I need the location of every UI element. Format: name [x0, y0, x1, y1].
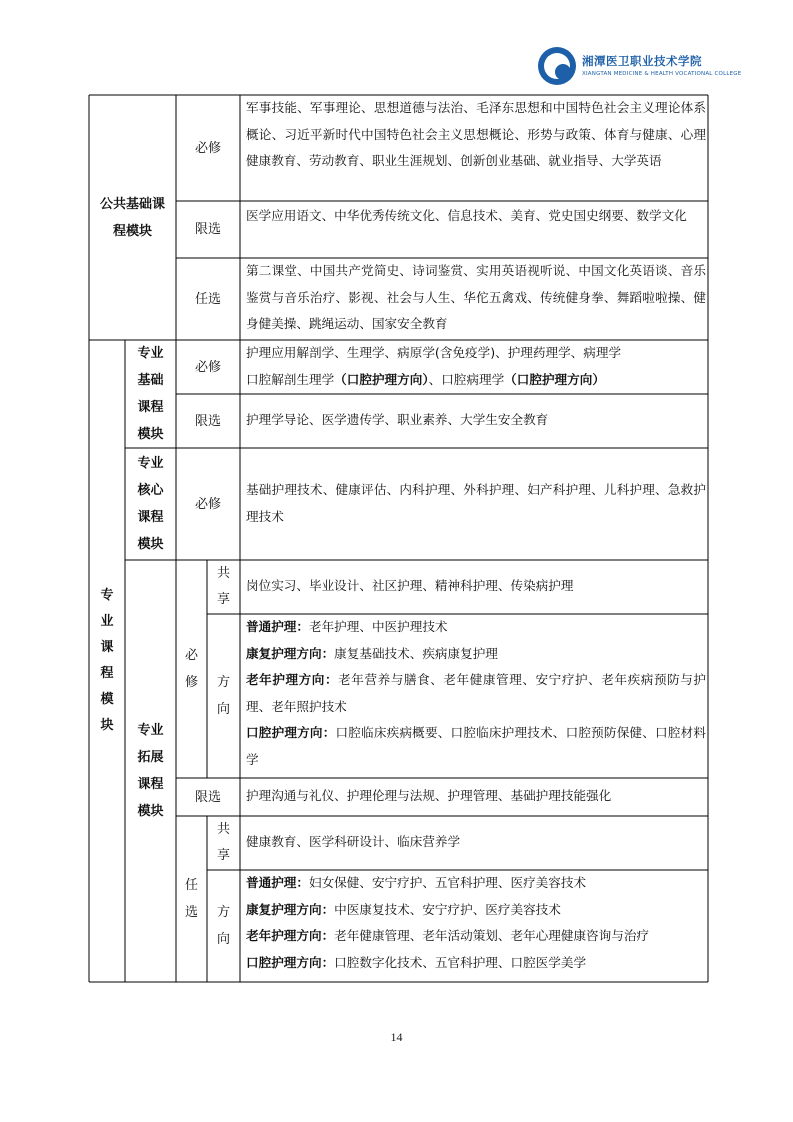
- direction-label-char: 向: [216, 932, 230, 947]
- expand-elective-label: [176, 816, 207, 982]
- expand-required-direction-label: [207, 614, 240, 778]
- course-name: 、口腔病理学: [428, 371, 505, 387]
- direction-courses: 口腔临床疾病概要、口腔临床护理技术、口腔预防保健、口腔材料学: [246, 725, 707, 767]
- expand-title-line: 课程: [137, 777, 164, 792]
- elective-label-char: 选: [184, 905, 198, 920]
- direction-name: 老年护理方向：: [246, 928, 335, 943]
- expand-elective-shared-courses: 健康教育、医学科研设计、临床营养学: [246, 834, 461, 849]
- core-module-title: [125, 448, 176, 560]
- public-elective-courses: 第二课堂、中国共产党简史、诗词鉴赏、实用英语视听说、中国文化英语谈、音乐鉴赏与音乐治疗、影视、社会与人生、华佗五禽戏、传统健身拳、舞蹈啦啦操、健身健美操、跳绳运动、国家安全教育: [246, 263, 706, 331]
- school-name-en: XIANGTAN MEDICINE & HEALTH VOCATIONAL COLLEGE: [582, 71, 742, 77]
- professional-title-char: 课: [100, 640, 114, 655]
- shared-label-char: 享: [216, 848, 230, 863]
- professional-module-title: [89, 340, 125, 982]
- direction-item-general: [246, 614, 706, 641]
- core-required-label: 必修: [194, 496, 221, 512]
- public-limited-label: 限选: [194, 222, 221, 237]
- direction-note: （口腔护理方向）: [504, 371, 605, 387]
- direction-name: 康复护理方向：: [246, 901, 335, 917]
- core-title-line: 模块: [137, 537, 164, 552]
- expand-title-line: 专业: [137, 723, 164, 738]
- direction-name: 老年护理方向：: [246, 672, 339, 687]
- elective-label-char: 任: [184, 878, 198, 893]
- expand-limited-label: 限选: [194, 789, 221, 805]
- page-number: 14: [390, 1030, 403, 1044]
- expand-required-shared-courses: 岗位实习、毕业设计、社区护理、精神科护理、传染病护理: [246, 578, 574, 593]
- direction-item-rehab: [246, 641, 706, 668]
- course-name: 口腔解剖生理学: [246, 371, 335, 387]
- direction-courses: 老年护理、中医护理技术: [308, 619, 448, 634]
- elective-direction-elderly: [246, 923, 706, 950]
- expand-module-title: [125, 560, 176, 982]
- direction-name: 普通护理：: [246, 875, 309, 890]
- expand-required-label: [176, 560, 207, 778]
- direction-name: 普通护理：: [246, 619, 309, 634]
- expand-elective-directions: [246, 870, 706, 976]
- direction-name: 口腔护理方向：: [246, 725, 336, 740]
- basic-required-courses: [246, 340, 706, 393]
- public-limited-courses: 医学应用语文、中华优秀传统文化、信息技术、美育、党史国史纲要、数学文化: [246, 208, 687, 223]
- shared-label-char: 享: [216, 592, 230, 607]
- basic-required-line2: [246, 367, 706, 394]
- professional-title-char: 模: [100, 692, 114, 707]
- shared-label-char: 共: [216, 566, 230, 581]
- required-label-char: 修: [184, 675, 198, 690]
- direction-label-char: 方: [216, 675, 230, 690]
- direction-courses: 中医康复技术、安宁疗护、医疗美容技术: [334, 901, 561, 917]
- direction-courses: 老年健康管理、老年活动策划、老年心理健康咨询与治疗: [334, 928, 649, 943]
- core-required-courses: 基础护理技术、健康评估、内科护理、外科护理、妇产科护理、儿科护理、急救护理技术: [246, 482, 706, 524]
- core-title-line: 核心: [137, 483, 164, 498]
- direction-item-elderly: [246, 667, 706, 720]
- shared-label-char: 共: [216, 822, 230, 837]
- expand-title-line: 拓展: [137, 750, 164, 765]
- basic-title-line: 模块: [137, 427, 164, 442]
- basic-required-label: 必修: [194, 359, 221, 375]
- direction-note: （口腔护理方向）: [334, 371, 429, 387]
- basic-limited-label: 限选: [194, 413, 221, 429]
- expand-elective-shared-label: [207, 816, 240, 870]
- basic-title-line: 专业: [137, 346, 164, 361]
- public-module-title-line2: 程模块: [112, 223, 152, 239]
- basic-title-line: 基础: [137, 373, 164, 388]
- public-module-title-line1: 公共基础课: [99, 196, 165, 212]
- expand-required-directions: [246, 614, 706, 773]
- elective-direction-oral: [246, 950, 706, 977]
- expand-title-line: 模块: [137, 804, 164, 819]
- direction-name: 康复护理方向：: [246, 645, 335, 661]
- basic-module-title: [125, 340, 176, 448]
- expand-limited-courses: 护理沟通与礼仪、护理伦理与法规、护理管理、基础护理技能强化: [246, 788, 612, 803]
- basic-limited-courses: 护理学导论、医学遗传学、职业素养、大学生安全教育: [246, 412, 549, 427]
- professional-title-char: 专: [100, 588, 114, 603]
- school-name-cn: 湘潭医卫职业技术学院: [582, 54, 702, 68]
- direction-courses: 康复基础技术、疾病康复护理: [334, 645, 498, 661]
- elective-direction-general: [246, 870, 706, 897]
- direction-courses: 老年营养与膳食、老年健康管理、安宁疗护、老年疾病预防与护理、老年照护技术: [246, 672, 707, 714]
- direction-courses: 口腔数字化技术、五官科护理、口腔医学美学: [334, 954, 587, 970]
- required-label-char: 必: [184, 648, 198, 663]
- professional-title-char: 程: [100, 666, 114, 681]
- professional-title-char: 业: [100, 614, 114, 629]
- direction-label-char: 方: [216, 905, 230, 920]
- expand-required-shared-label: [207, 560, 240, 614]
- core-title-line: 课程: [137, 510, 164, 525]
- elective-direction-rehab: [246, 897, 706, 924]
- public-elective-label: 任选: [194, 291, 221, 307]
- direction-item-oral: [246, 720, 706, 773]
- professional-title-char: 块: [100, 718, 114, 733]
- public-module-title: [89, 95, 176, 340]
- expand-elective-direction-label: [207, 870, 240, 982]
- public-required-courses: 军事技能、军事理论、思想道德与法治、毛泽东思想和中国特色社会主义理论体系概论、习近平新时代中国特色社会主义思想概论、形势与政策、体育与健康、心理健康教育、劳动教育、职业生涯规划、创新创业基础、就业指导、大学英语: [246, 100, 706, 168]
- direction-courses: 妇女保健、安宁疗护、五官科护理、医疗美容技术: [308, 875, 587, 890]
- basic-title-line: 课程: [137, 400, 164, 415]
- direction-label-char: 向: [216, 702, 230, 717]
- public-required-label: 必修: [194, 140, 221, 156]
- basic-required-line1: 护理应用解剖学、生理学、病原学(含免疫学)、护理药理学、病理学: [246, 345, 622, 360]
- core-title-line: 专业: [137, 456, 164, 471]
- direction-name: 口腔护理方向：: [246, 954, 335, 970]
